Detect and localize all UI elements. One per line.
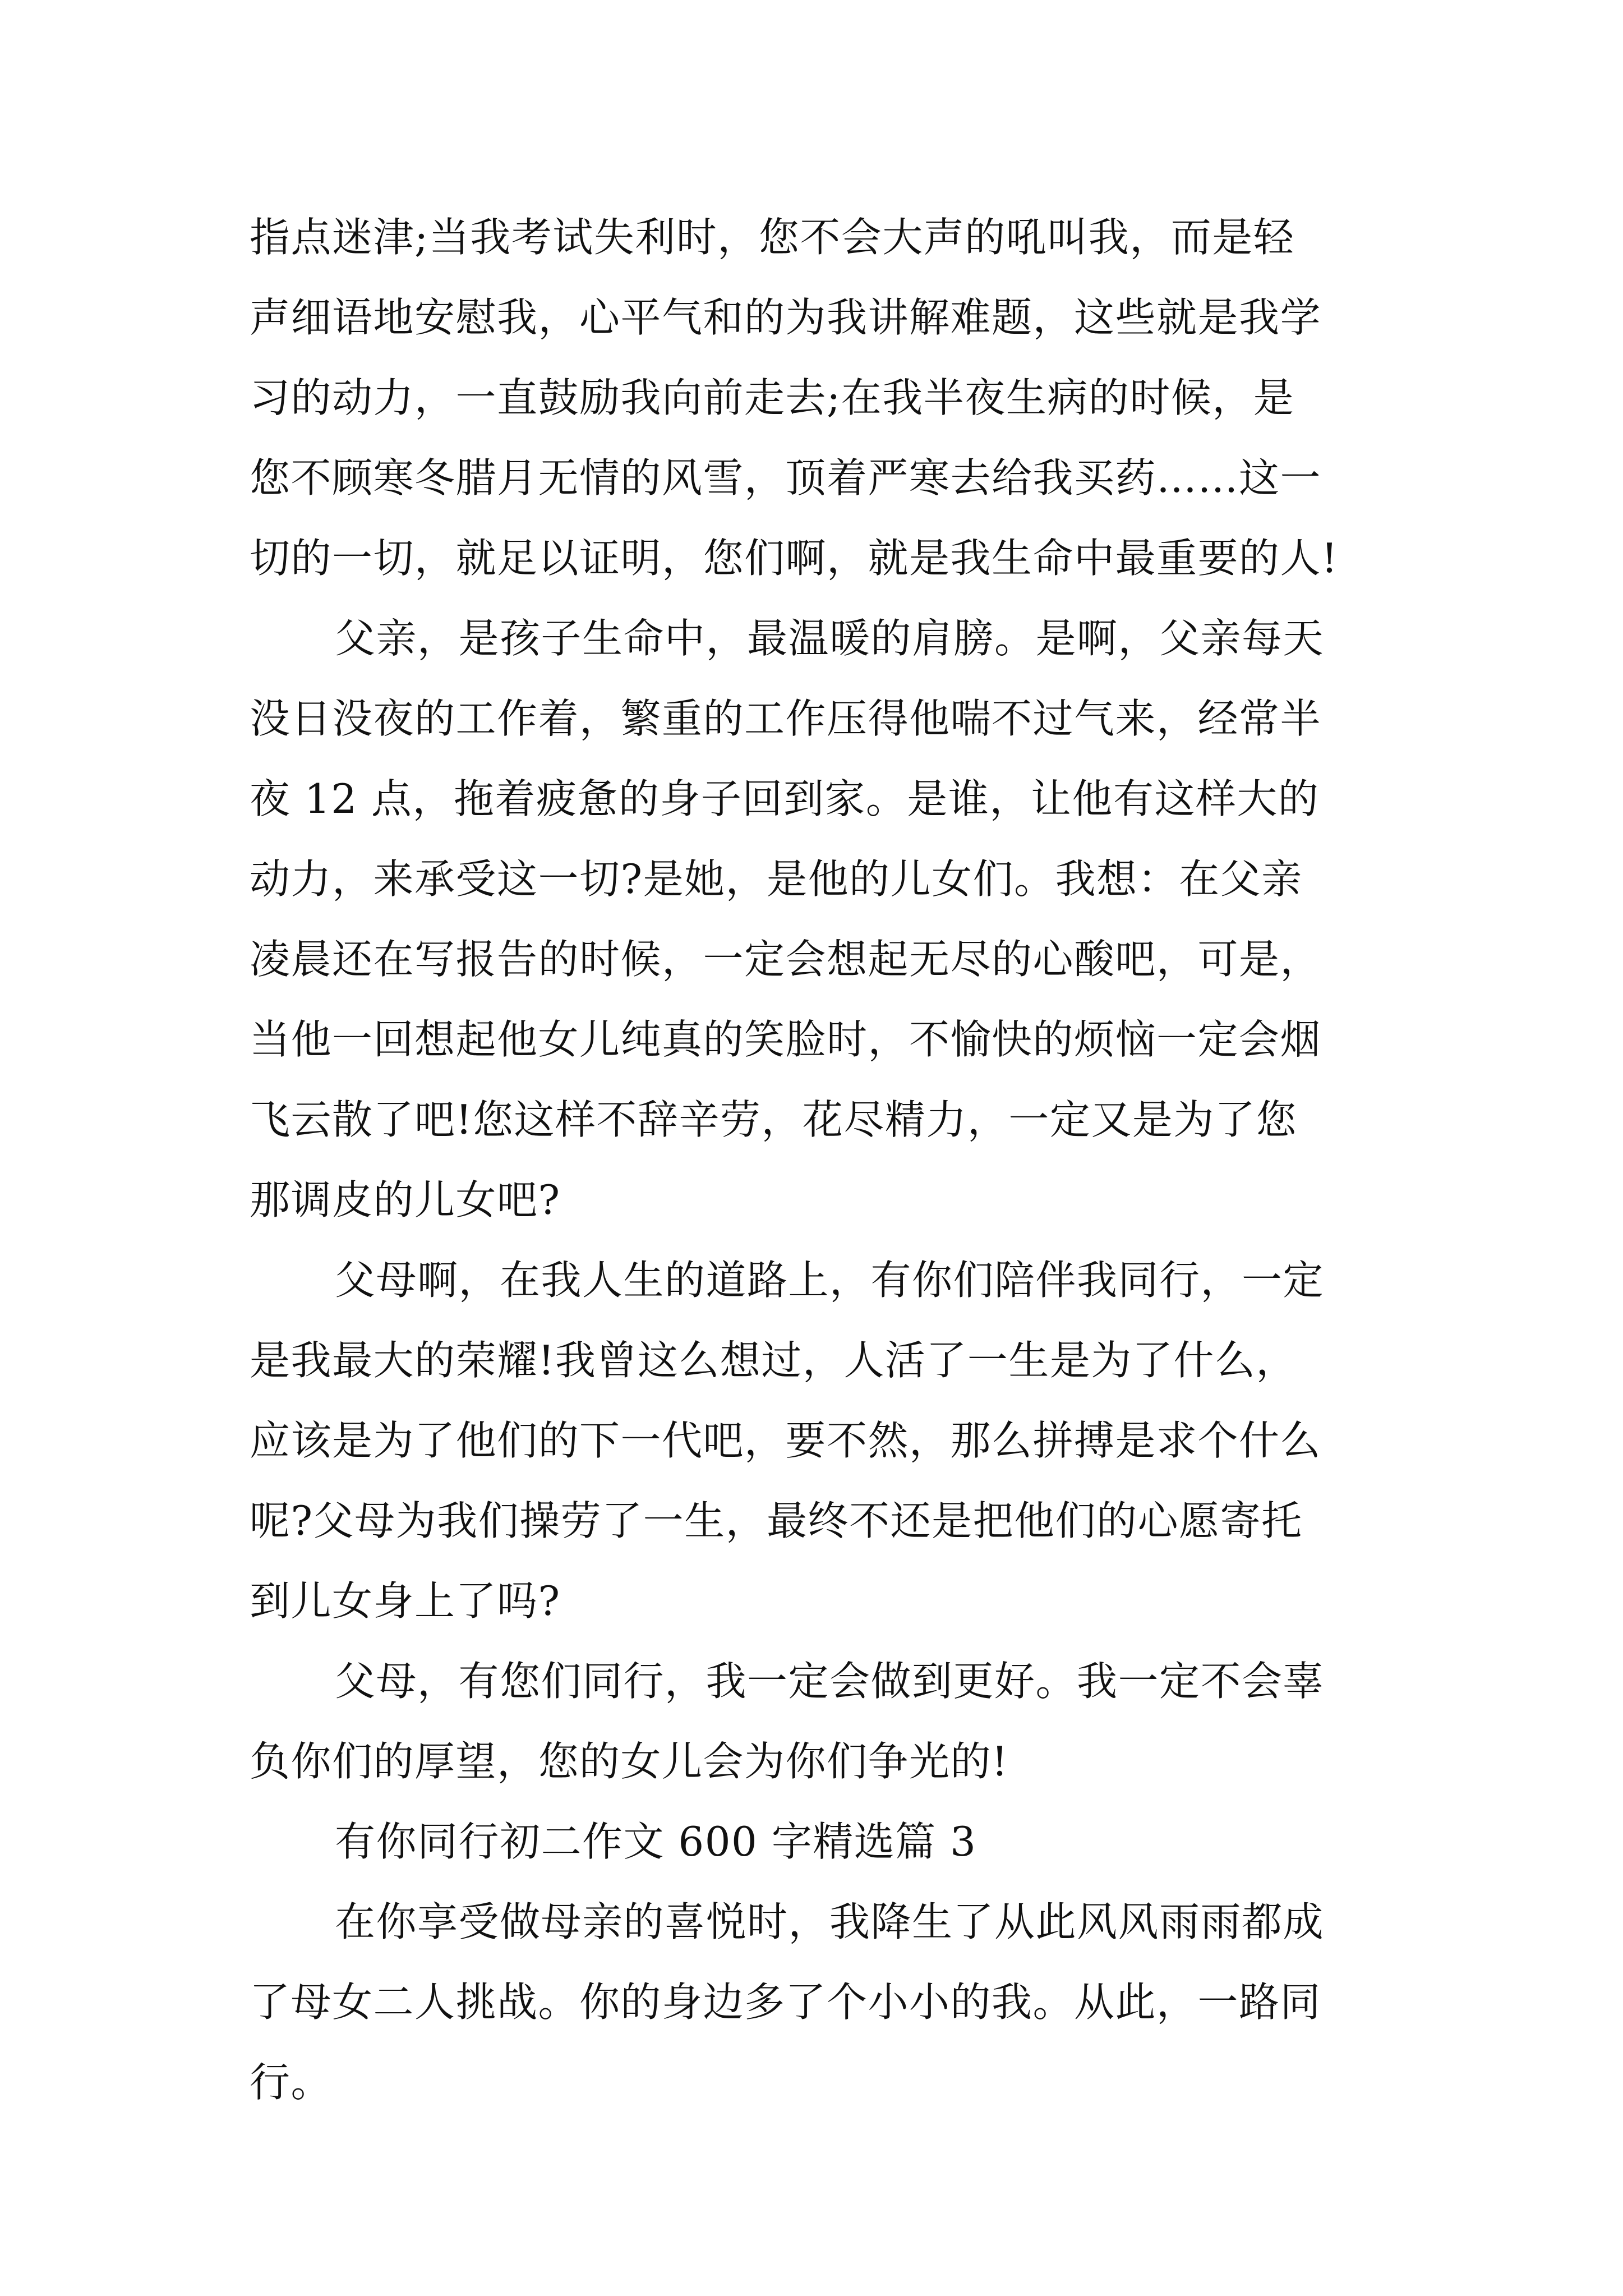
text-line: 凌晨还在写报告的时候，一定会想起无尽的心酸吧，可是， bbox=[250, 936, 1322, 983]
text-line: 到儿女身上了吗? bbox=[250, 1577, 561, 1625]
text-line: 负你们的厚望，您的女儿会为你们争光的! bbox=[250, 1738, 1009, 1785]
text-line: 应该是为了他们的下一代吧，要不然，那么拼搏是求个什么 bbox=[250, 1417, 1322, 1464]
text-line: 动力，来承受这一切?是她，是他的儿女们。我想：在父亲 bbox=[250, 855, 1303, 903]
text-line: 习的动力，一直鼓励我向前走去;在我半夜生病的时候，是 bbox=[250, 374, 1295, 421]
text-line: 夜 12 点，拖着疲惫的身子回到家。是谁，让他有这样大的 bbox=[250, 775, 1320, 822]
section-heading bbox=[250, 1802, 1399, 1882]
text-line: 当他一回想起他女儿纯真的笑脸时，不愉快的烦恼一定会烟 bbox=[250, 1016, 1322, 1063]
text-line: 您不顾寒冬腊月无情的风雪，顶着严寒去给我买药……这一 bbox=[250, 454, 1322, 501]
paragraph-3 bbox=[250, 1240, 1399, 1641]
text-line: 没日没夜的工作着，繁重的工作压得他喘不过气来，经常半 bbox=[250, 695, 1322, 742]
text-line: 父母，有您们同行，我一定会做到更好。我一定不会辜 bbox=[335, 1658, 1325, 1705]
text-line: 那调皮的儿女吧? bbox=[250, 1176, 561, 1223]
text-line: 了母女二人挑战。你的身边多了个小小的我。从此，一路同 bbox=[250, 1978, 1322, 2026]
paragraph-5 bbox=[250, 1882, 1399, 2123]
text-line: 是我最大的荣耀!我曾这么想过，人活了一生是为了什么， bbox=[250, 1337, 1297, 1384]
text-line: 在你享受做母亲的喜悦时，我降生了从此风风雨雨都成 bbox=[335, 1898, 1325, 1945]
paragraph-1 bbox=[250, 197, 1399, 599]
text-line: 声细语地安慰我，心平气和的为我讲解难题，这些就是我学 bbox=[250, 294, 1322, 341]
text-line: 飞云散了吧!您这样不辞辛劳，花尽精力，一定又是为了您 bbox=[250, 1096, 1297, 1143]
text-line: 行。 bbox=[250, 2059, 333, 2106]
text-line: 指点迷津;当我考试失利时，您不会大声的吼叫我，而是轻 bbox=[250, 214, 1295, 261]
document-body bbox=[250, 197, 1399, 2123]
paragraph-4 bbox=[250, 1641, 1399, 1802]
section-heading-text: 有你同行初二作文 600 字精选篇 3 bbox=[335, 1818, 977, 1865]
paragraph-2 bbox=[250, 599, 1399, 1240]
text-line: 切的一切，就足以证明，您们啊，就是我生命中最重要的人! bbox=[250, 535, 1339, 582]
text-line: 父母啊，在我人生的道路上，有你们陪伴我同行，一定 bbox=[335, 1257, 1325, 1304]
text-line: 呢?父母为我们操劳了一生，最终不还是把他们的心愿寄托 bbox=[250, 1497, 1303, 1544]
text-line: 父亲，是孩子生命中，最温暖的肩膀。是啊，父亲每天 bbox=[335, 615, 1325, 662]
